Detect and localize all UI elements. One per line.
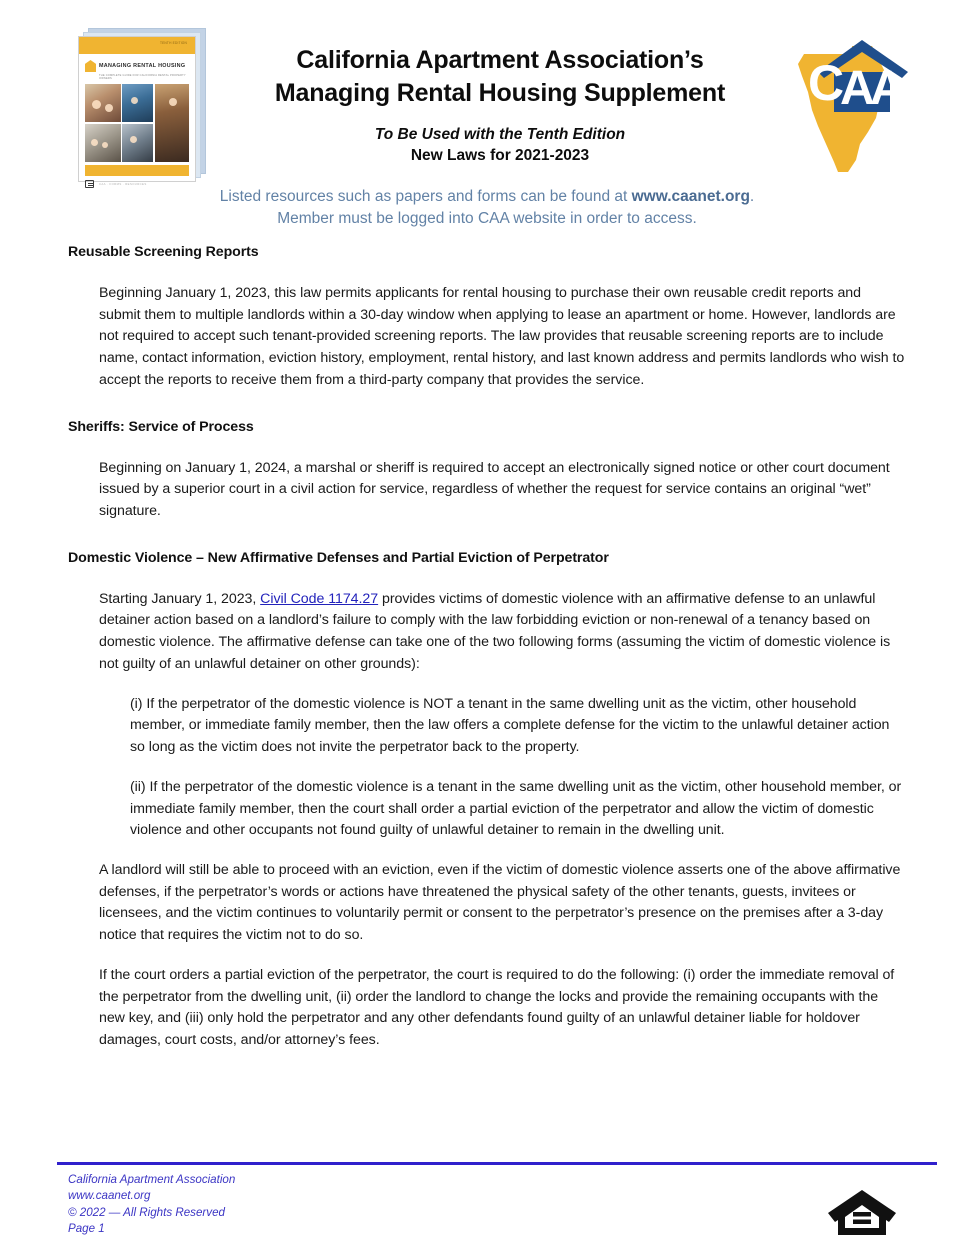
equal-bar-bottom <box>853 1220 871 1225</box>
paragraph-item-ii: (ii) If the perpetrator of the domestic violence is a tenant in the same dwelling unit as the victim, other household member, or immediate family member, then the court shall order a partial eviction of the perpetrator and allow the victim of domestic violence and other occupants not found guilty of unlawful detainer to remain in the dwelling unit. <box>130 778 902 839</box>
book-cover-subtitle: THE COMPLETE GUIDE FOR CALIFORNIA RENTAL PROPERTY OWNERS <box>99 74 186 80</box>
collage-photo <box>85 124 121 162</box>
equal-housing-opportunity-icon <box>826 1186 898 1238</box>
paragraph-text-before-link: Starting January 1, 2023, <box>99 590 261 607</box>
spacer <box>68 570 906 589</box>
footer-divider <box>57 1162 937 1165</box>
collage-photo <box>155 84 189 162</box>
paragraph: If the court orders a partial eviction of the perpetrator, the court is required to do the following: (i) order the immediate removal of the perpetrator from the dwelling unit, (ii) order the landlord to change the locks and provide the remaining occupants with the new key, and (iii) only hold the perpetrator and any other defendants found guilty of an unlawful detainer liable for holdover damages, court costs, and/or attorney’s fees. <box>99 966 895 1048</box>
spacer <box>68 947 906 965</box>
equal-bar-top <box>853 1212 871 1217</box>
collage-photo <box>122 84 153 122</box>
footer-copyright: © 2022 — All Rights Reserved <box>68 1205 225 1219</box>
book-cover-title: MANAGING RENTAL HOUSING <box>99 63 186 69</box>
book-cover-photo-collage <box>85 84 189 162</box>
book-cover-image <box>78 28 218 186</box>
caa-letter-c: C <box>808 55 845 111</box>
notice-line-1-post: . <box>749 188 755 205</box>
caa-letter-a1: A <box>840 62 875 115</box>
book-cover-topbar <box>79 37 195 54</box>
spacer <box>68 842 906 860</box>
document-subtitle-line-1: To Be Used with the Tenth Edition <box>374 126 626 143</box>
spacer <box>68 523 906 550</box>
caa-house-icon <box>85 60 96 72</box>
paragraph-with-citation-link <box>99 589 906 676</box>
footer-website: www.caanet.org <box>68 1189 151 1203</box>
book-title-row <box>79 54 195 74</box>
document-subtitle-line-2: New Laws for 2021-2023 <box>410 147 590 164</box>
paragraph: A landlord will still be able to proceed with an eviction, even if the victim of domestic violence asserts one of the above affirmative defenses, if the perpetrator’s words or actions have threatened the physical safety of the other tenants, guests, invitees or licensees, and the victim continues to voluntarily permit or consent to the perpetrator’s presence on the premises after a 3-day notice that requires the victim not to do so. <box>99 861 901 944</box>
paragraph-item-i: (i) If the perpetrator of the domestic violence is NOT a tenant in the same dwelling unit as the victim, other household member, or immediate family member, then the law offers a complete defense for the victim to the unlawful detainer action so long as the victim does not invite the perpetrator back to the property. <box>130 695 890 756</box>
spacer <box>68 392 906 419</box>
caa-logo <box>790 26 916 176</box>
footer-page-number: Page 1 <box>68 1222 105 1236</box>
book-edition-tag: TENTH EDITION <box>159 41 187 45</box>
document-body <box>68 244 906 1052</box>
book-cover-links: CAA · FORMS · RESOURCES <box>99 182 147 186</box>
book-cover-footbar <box>85 165 189 176</box>
spacer <box>68 759 906 777</box>
notice-line-1 <box>0 186 974 208</box>
notice-line-1-pre: Listed resources such as papers and forms can be found at <box>219 188 632 205</box>
document-title-line-1: California Apartment Association’s <box>296 46 704 74</box>
resource-notice <box>0 186 974 230</box>
spacer <box>68 676 906 694</box>
section-heading-reusable-screening-reports: Reusable Screening Reports <box>68 244 259 260</box>
footer-organization: California Apartment Association <box>68 1173 236 1186</box>
notice-line-2: Member must be logged into CAA website in order to access. <box>277 210 697 227</box>
civil-code-link[interactable]: Civil Code 1174.27 <box>260 590 379 607</box>
section-heading-sheriffs-service-of-process: Sheriffs: Service of Process <box>68 418 254 435</box>
document-title-line-2: Managing Rental Housing Supplement <box>274 78 726 107</box>
caanet-url: www.caanet.org <box>631 188 750 205</box>
paragraph-text-after-link: provides victims of domestic violence with an affirmative defense to an unlawful detainer action based on a landlord’s failure to comply with the law forbidding eviction or non-renewal of a tenancy based on domestic violence. The affirmative defense can take one of the two following forms (assuming the victim of domestic violence is not guilty of an unlawful detainer on other grounds): <box>99 590 891 672</box>
footer-text <box>68 1172 235 1238</box>
title-block <box>250 44 750 165</box>
spacer <box>68 264 906 283</box>
spacer <box>68 439 906 458</box>
paragraph: Beginning on January 1, 2024, a marshal or sheriff is required to accept an electronically signed notice or other court document issued by a superior court in a civil action for service, regardless of whether the request for service contains an original “wet” signature. <box>99 459 890 520</box>
section-heading-domestic-violence: Domestic Violence – New Affirmative Defenses and Partial Eviction of Perpetrator <box>68 549 609 566</box>
paragraph: Beginning January 1, 2023, this law permits applicants for rental housing to purchase their own reusable credit reports and submit them to multiple landlords within a 30-day window when applying to lease an apartment or home. However, landlords are not required to accept such tenant-provided screening reports. The law provides that reusable screening reports are to include name, contact information, eviction history, employment, rental history, and last known address and permits landlords who wish to accept the reports to receive them from a third-party company that provides the service. <box>99 285 905 388</box>
book-cover-front <box>78 36 196 186</box>
collage-photo <box>122 124 153 162</box>
document-header <box>0 0 974 227</box>
caa-letter-a2: A <box>870 62 905 115</box>
collage-photo <box>85 84 121 122</box>
